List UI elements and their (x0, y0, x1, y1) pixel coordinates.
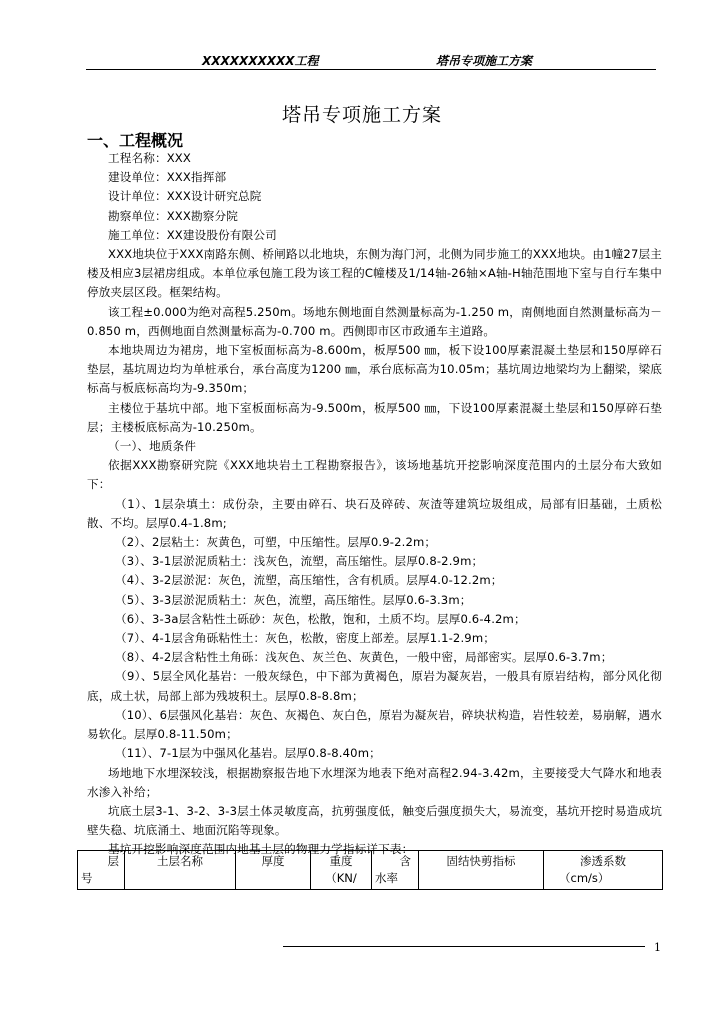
paragraph: 该工程±0.000为绝对高程5.250m。场地东侧地面自然测量标高为-1.250 m，南侧地面自然测量标高为－0.850 m，西侧地面自然测量标高为-0.700 m。西侧即市区市政通车主道路。 (87, 304, 662, 338)
table-header-cell (125, 851, 236, 890)
table-intro: 基坑开挖影响深度范围内地基土层的物理力学指标详下表： (108, 842, 414, 857)
running-header (86, 52, 656, 70)
soil-layer: （10）、6层强风化基岩：灰色、灰褐色、灰白色，原岩为凝灰岩，碎块状构造，岩性较差，易崩解，遇水易软化。层厚0.8-11.50m； (87, 707, 662, 742)
info-line: 施工单位：XX建设股份有限公司 (108, 227, 277, 242)
table-header-text: 重度 (329, 854, 353, 868)
table-header-cell (372, 851, 419, 890)
table-header-text: （cm/s） (559, 871, 610, 885)
paragraph: 坑底土层3-1、3-2、3-3层土体灵敏度高，抗剪强度低，触变后强度损失大，易流变，基坑开挖时易造成坑壁失稳、坑底涌土、地面沉陷等现象。 (87, 803, 662, 838)
table-header-cell (236, 851, 311, 890)
soil-properties-table (77, 850, 663, 890)
table-header-text: 层 (107, 854, 119, 868)
soil-layer: （2）、2层粘土：灰黄色，可塑，中压缩性。层厚0.9-2.2m； (115, 535, 437, 550)
table-header-cell (78, 851, 125, 890)
paragraph: 依据XXX勘察研究院《XXX地块岩土工程勘察报告》，该场地基坑开挖影响深度范围内的土层分布大致如下： (87, 458, 662, 492)
table-header-text: 土层名称 (157, 854, 203, 868)
soil-layer: （1）、1层杂填土：成份杂，主要由碎石、块石及碎砖、灰渣等建筑垃圾组成，局部有旧基础，土质松散、不均。层厚0.4-1.8m; (87, 496, 662, 530)
header-doc-title: 塔吊专项施工方案 (436, 54, 533, 68)
soil-layer: （8）、4-2层含粘性土角砾：浅灰色、灰兰色、灰黄色，一般中密，局部密实。层厚0.6-3.7m； (115, 650, 613, 665)
table-header-cell (544, 851, 663, 890)
body-text (87, 149, 662, 860)
info-line: 工程名称：XXX (108, 151, 191, 165)
info-line: 设计单位：XXX设计研究总院 (108, 189, 262, 204)
header-project: XXXXXXXXXX工程 (202, 54, 319, 68)
footer-rule (283, 946, 645, 947)
paragraph: XXX地块位于XXX南路东侧、桥闸路以北地块，东侧为海门河，北侧为同步施工的XXX地块。由1幢27层主楼及相应3层裙房组成。本单位承包施工段为该工程的C幢楼及1/14轴-26轴×A轴-H轴范围地下室与自行车集中停放夹层区段。框架结构。 (87, 247, 662, 300)
subsection-heading: （一）、地质条件 (108, 439, 197, 454)
soil-layer: （7）、4-1层含角砾粘性土：灰色，松散，密度上部差。层厚1.1-2.9m； (115, 631, 496, 646)
soil-layer: （3）、3-1层淤泥质粘土：浅灰色，流塑，高压缩性。层厚0.8-2.9m； (115, 554, 484, 569)
table-header-text: 厚度 (261, 854, 285, 868)
table-header-text: 含 (399, 854, 411, 868)
section-heading: 一、工程概况 (87, 131, 184, 150)
paragraph: 本地块周边为裙房，地下室板面标高为-8.600m，板厚500 ㎜，板下设100厚素混凝土垫层和150厚碎石垫层，基坑周边均为单桩承台，承台高度为1200 ㎜，承台底标高为10.05m；基坑周边地梁均为上翻梁，梁底标高与板底标高均为-9.350m； (87, 343, 662, 396)
soil-layer: （4）、3-2层淤泥：灰色，流塑，高压缩性，含有机质。层厚4.0-12.2m； (115, 573, 503, 588)
table-header-row (78, 851, 663, 890)
soil-layer: （9）、5层全风化基岩：一般灰绿色，中下部为黄褐色，原岩为凝灰岩，一般具有原岩结构，部分风化彻底，成土状，局部上部为残坡积土。层厚0.8-8.8m； (87, 669, 662, 703)
page-title: 塔吊专项施工方案 (281, 104, 442, 126)
paragraph: 场地地下水埋深较浅，根据勘察报告地下水埋深为地表下绝对高程2.94-3.42m，主要接受大气降水和地表水渗入补给； (87, 765, 662, 799)
soil-layer: （5）、3-3层淤泥质粘土：灰色，流塑，高压缩性。层厚0.6-3.3m； (115, 592, 472, 607)
table-header-text: 号 (81, 871, 93, 885)
info-line: 勘察单位：XXX勘察分院 (108, 208, 238, 223)
table-header-cell (419, 851, 544, 890)
info-line: 建设单位：XXX指挥部 (108, 170, 227, 185)
page-number: 1 (654, 941, 661, 954)
table-header-text: 固结快剪指标 (446, 854, 516, 868)
paragraph: 主楼位于基坑中部。地下室板面标高为-9.500m，板厚500 ㎜，下设100厚素混凝土垫层和150厚碎石垫层；主楼板底标高为-10.250m。 (87, 400, 662, 434)
soil-layer: （11）、7-1层为中强风化基岩。层厚0.8-8.40m； (115, 746, 381, 761)
table-header-text: 水率 (375, 871, 398, 885)
table-header-text: 渗透系数 (580, 854, 626, 868)
soil-layer: （6）、3-3a层含粘性土砾砂：灰色，松散，饱和，土质不均。层厚0.6-4.2m； (115, 611, 526, 626)
table-header-cell (311, 851, 372, 890)
header-rule (86, 69, 656, 70)
table-header-text: （KN/ (325, 871, 357, 885)
